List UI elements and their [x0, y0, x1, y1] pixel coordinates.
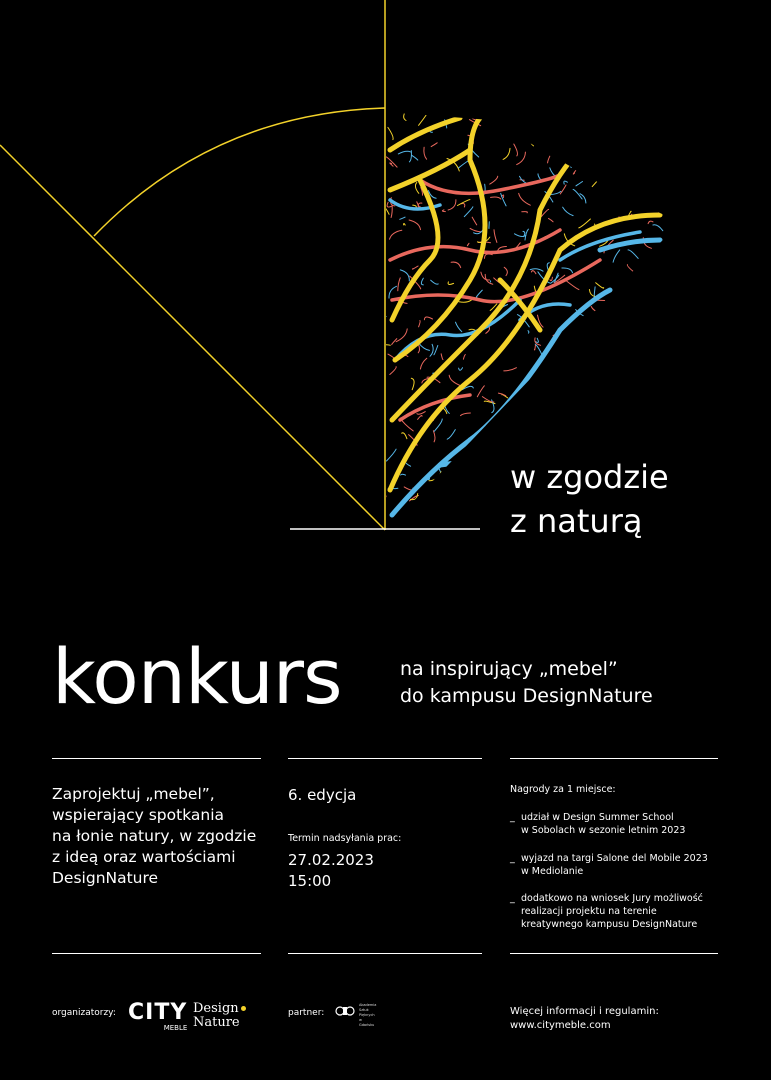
prize-item — [510, 852, 708, 878]
academy-emblem-icon — [335, 1004, 355, 1018]
deadline-date: 27.02.2023 — [288, 851, 374, 869]
description-line: Zaprojektuj „mebel”, — [52, 785, 215, 803]
prize-text: dodatkowo na wniosek Jury możliwość — [521, 893, 703, 904]
partner-logo-line: Akademia — [359, 1003, 377, 1007]
deadline-time: 15:00 — [288, 872, 332, 890]
asp-gdansk-logo[interactable] — [335, 1003, 377, 1027]
description-line: wspierający spotkania — [52, 806, 225, 824]
divider — [52, 758, 261, 759]
meble-logo-text: MEBLE — [163, 1024, 188, 1032]
description-line: z ideą oraz wartościami — [52, 848, 236, 866]
prize-bullet: _ — [510, 812, 515, 823]
tagline-line-1: w zgodzie — [510, 458, 669, 496]
tagline — [510, 455, 669, 543]
prize-bullet: _ — [510, 853, 515, 864]
golden-geometry-lines — [0, 0, 385, 530]
partner-logo-line: Pięknych — [359, 1013, 375, 1017]
prize-text: realizacji projektu na terenie — [521, 906, 657, 917]
description-line: na łonie natury, w zgodzie — [52, 827, 257, 845]
divider — [510, 758, 718, 759]
prize-item — [510, 892, 703, 931]
organizers-label: organizatorzy: — [52, 1008, 116, 1018]
divider — [288, 953, 482, 954]
prize-text: wyjazd na targi Salone del Mobile 2023 — [521, 853, 708, 864]
tagline-line-2: z naturą — [510, 502, 643, 540]
prize-item — [510, 811, 685, 837]
city-logo-text: CITY — [128, 1000, 188, 1025]
prize-text: kreatywnego kampusu DesignNature — [521, 919, 698, 930]
subtitle — [400, 656, 653, 710]
deadline-label: Termin nadsyłania prac: — [288, 833, 402, 844]
page-title: konkurs — [52, 632, 342, 721]
designnature-logo[interactable] — [193, 1002, 246, 1030]
dn-logo-line2: Nature — [193, 1015, 240, 1030]
yellow-dot-icon — [241, 1006, 246, 1011]
website-link[interactable]: www.citymeble.com — [510, 1020, 611, 1031]
partner-label: partner: — [288, 1008, 325, 1018]
prize-bullet: _ — [510, 893, 515, 904]
edition-label: 6. edycja — [288, 786, 357, 804]
partner-logo-line: Sztuk — [359, 1008, 369, 1012]
partner-logo-line: w Gdańsku — [359, 1018, 375, 1027]
city-meble-logo[interactable] — [128, 1002, 187, 1032]
deadline-datetime — [288, 850, 374, 892]
prize-text: w Sobolach w sezonie letnim 2023 — [521, 825, 686, 836]
subtitle-line-1: na inspirujący „mebel” — [400, 658, 618, 680]
prize-text: w Mediolanie — [521, 866, 584, 877]
more-info — [510, 1005, 659, 1033]
prizes-title: Nagrody za 1 miejsce: — [510, 784, 616, 795]
partner-logo-text — [359, 1003, 376, 1028]
divider — [288, 758, 482, 759]
description-line: DesignNature — [52, 869, 159, 887]
dn-logo-line1: Design — [193, 1001, 239, 1016]
contest-description — [52, 784, 282, 889]
more-info-label: Więcej informacji i regulamin: — [510, 1006, 659, 1017]
prize-text: udział w Design Summer School — [521, 812, 674, 823]
divider — [510, 953, 718, 954]
subtitle-line-2: do kampusu DesignNature — [400, 685, 653, 707]
divider — [52, 953, 261, 954]
